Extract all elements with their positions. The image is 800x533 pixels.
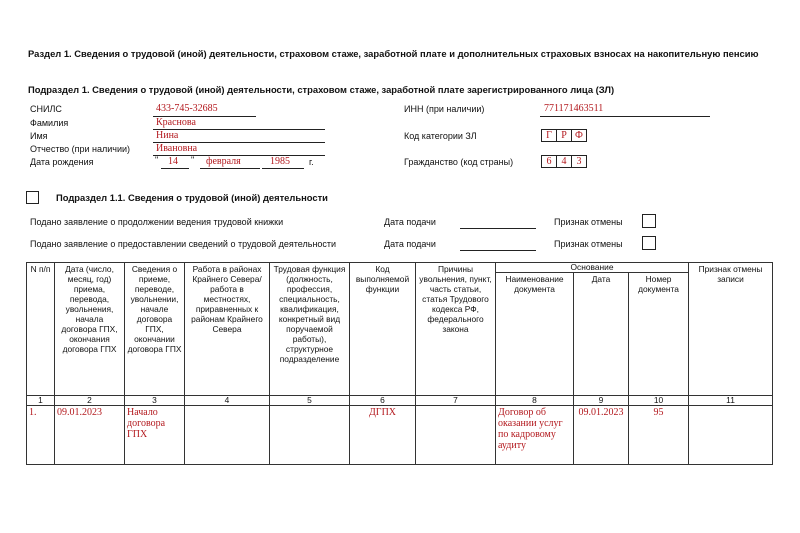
col-header-basis-number: Номер документа [629, 273, 689, 396]
subsection-title: Подраздел 1. Сведения о трудовой (иной) деятельности, страховом стаже, заработной плате зарегистрированного лица (ЗЛ) [28, 84, 615, 95]
column-number: 3 [125, 396, 185, 406]
column-number: 7 [416, 396, 496, 406]
row-info[interactable]: Начало договора ГПХ [125, 406, 185, 465]
column-number: 6 [350, 396, 416, 406]
citizenship-code-boxes[interactable] [541, 155, 586, 168]
column-number-row [27, 396, 773, 406]
row-north[interactable] [185, 406, 270, 465]
col-header-function: Трудовая функция (должность, профессия, специальность, квалификация, конкретный вид поручаемой работы), структурное подразделение [270, 263, 350, 396]
col-header-basis: Основание [496, 263, 689, 273]
patronymic-value[interactable]: Ивановна [156, 143, 198, 154]
info-date-label: Дата подачи [384, 239, 436, 249]
name-label: Имя [30, 131, 48, 141]
patronymic-label: Отчество (при наличии) [30, 144, 131, 154]
surname-value[interactable]: Краснова [156, 117, 196, 128]
birth-label: Дата рождения [30, 157, 94, 167]
row-reasons[interactable] [416, 406, 496, 465]
col-header-basis-date: Дата [574, 273, 629, 396]
col-header-basis-name: Наименование документа [496, 273, 574, 396]
workbook-application-text: Подано заявление о продолжении ведения трудовой книжки [30, 217, 284, 227]
col-header-info: Сведения о приеме, переводе, увольнении, начале договора ГПХ, окончании договора ГПХ [125, 263, 185, 396]
col-header-reasons: Причины увольнения, пункт, часть статьи, статья Трудового кодекса РФ, федерального закона [416, 263, 496, 396]
workbook-date-field[interactable] [460, 216, 536, 229]
column-number: 10 [629, 396, 689, 406]
surname-label: Фамилия [30, 118, 69, 128]
birth-year[interactable]: 1985 [270, 156, 290, 167]
birth-year-suffix: г. [309, 157, 314, 167]
column-number: 8 [496, 396, 574, 406]
workbook-date-label: Дата подачи [384, 217, 436, 227]
citizenship-label: Гражданство (код страны) [404, 157, 514, 167]
column-number: 4 [185, 396, 270, 406]
snils-label: СНИЛС [30, 104, 62, 114]
column-number: 9 [574, 396, 629, 406]
workbook-cancel-checkbox[interactable] [642, 214, 656, 228]
row-code[interactable]: ДГПХ [350, 406, 416, 465]
subsection-1-1-title: Подраздел 1.1. Сведения о трудовой (иной) деятельности [56, 192, 328, 203]
birth-day[interactable]: 14 [168, 156, 178, 167]
row-doc-name[interactable]: Договор об оказании услуг по кадровому аудиту [496, 406, 574, 465]
column-number: 11 [689, 396, 773, 406]
citizenship-char: 6 [541, 155, 557, 168]
citizenship-char: 4 [556, 155, 572, 168]
citizenship-char: 3 [571, 155, 587, 168]
info-date-field[interactable] [460, 238, 536, 251]
work-activity-table [26, 262, 773, 465]
col-header-code: Код выполняемой функции [350, 263, 416, 396]
workbook-cancel-label: Признак отмены [554, 217, 623, 227]
inn-label: ИНН (при наличии) [404, 104, 485, 114]
inn-value[interactable]: 771171463511 [544, 103, 604, 114]
category-code-boxes[interactable] [541, 129, 586, 142]
info-cancel-checkbox[interactable] [642, 236, 656, 250]
row-function[interactable] [270, 406, 350, 465]
row-date[interactable]: 09.01.2023 [55, 406, 125, 465]
table-row [27, 406, 773, 465]
table-header-row [27, 263, 773, 273]
col-header-n: N п/п [27, 263, 55, 396]
row-cancel[interactable] [689, 406, 773, 465]
name-line [153, 130, 325, 143]
name-value[interactable]: Нина [156, 130, 179, 141]
subsection-1-1-checkbox[interactable] [26, 191, 39, 204]
column-number: 2 [55, 396, 125, 406]
section-title: Раздел 1. Сведения о трудовой (иной) деятельности, страховом стаже, заработной плате и дополнительных страховых взносах на накопительную пенсию [28, 48, 759, 59]
info-application-text: Подано заявление о предоставлении сведений о трудовой деятельности [30, 239, 337, 249]
col-header-cancel: Признак отмены записи [689, 263, 773, 396]
category-char: Р [556, 129, 572, 142]
category-char: Г [541, 129, 557, 142]
row-doc-date[interactable]: 09.01.2023 [574, 406, 629, 465]
birth-month[interactable]: февраля [206, 156, 241, 167]
column-number: 1 [27, 396, 55, 406]
birth-quote-open: " [155, 155, 159, 165]
snils-value[interactable]: 433-745-32685 [156, 103, 218, 114]
birth-quote-close: " [191, 155, 195, 165]
col-header-north: Работа в районах Крайнего Севера/работа в местностях, приравненных к районам Крайнего Севера [185, 263, 270, 396]
row-number[interactable]: 1. [27, 406, 55, 465]
col-header-date: Дата (число, месяц, год) приема, перевода, увольнения, начала договора ГПХ, окончания договора ГПХ [55, 263, 125, 396]
category-label: Код категории ЗЛ [404, 131, 477, 141]
column-number: 5 [270, 396, 350, 406]
info-cancel-label: Признак отмены [554, 239, 623, 249]
category-char: Ф [571, 129, 587, 142]
row-doc-number[interactable]: 95 [629, 406, 689, 465]
